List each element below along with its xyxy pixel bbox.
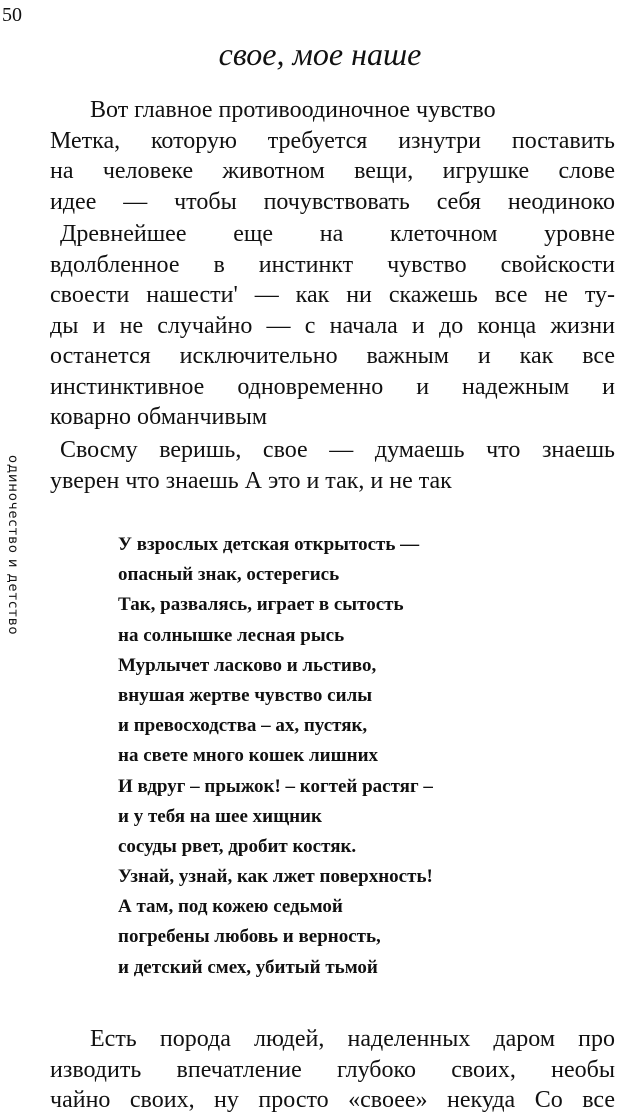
paragraph-line: уверен что знаешь А это и так, и не так xyxy=(50,467,452,494)
poem-line: и детский смех, убитый тьмой xyxy=(118,956,378,978)
paragraph-2 xyxy=(50,219,615,433)
paragraph-3 xyxy=(50,435,615,496)
poem-line: Так, развалясь, играет в сытость xyxy=(118,594,404,616)
paragraph-line: Древнейшее еще на клеточном уровне xyxy=(60,221,615,247)
poem-line: Узнай, узнай, как лжет поверхность! xyxy=(118,866,433,888)
poem xyxy=(118,530,598,983)
poem-line: на солнышке лесная рысь xyxy=(118,624,345,646)
poem-line: Мурлычет ласково и льстиво, xyxy=(118,654,377,676)
poem-line: и у тебя на шее хищник xyxy=(118,805,322,827)
poem-line: внушая жертве чувство силы xyxy=(118,684,373,706)
paragraph-line: инстинктивное одновременно и надежным и xyxy=(50,373,615,400)
paragraph-1 xyxy=(50,95,615,217)
paragraph-line: вдолбленное в инстинкт чувство свойскости xyxy=(50,251,615,278)
paragraph-line: идее — чтобы почувствовать себя неодиноко xyxy=(50,188,615,215)
poem-line: и превосходства – ах, пустяк, xyxy=(118,715,368,737)
poem-line: опасный знак, остерегись xyxy=(118,564,340,586)
poem-line: И вдруг – прыжок! – когтей растяг – xyxy=(118,775,433,797)
poem-line: А там, под кожею седьмой xyxy=(118,896,343,918)
paragraph-line: Вот главное противоодиночное чувство xyxy=(90,97,496,123)
paragraph-line: коварно обманчивым xyxy=(50,404,268,430)
paragraph-line: ды и не случайно — с начала и до конца жизни xyxy=(50,312,615,339)
paragraph-line: своести нашести' — как ни скажешь все не ту- xyxy=(50,282,615,308)
side-running-title: одиночество и детство xyxy=(5,455,20,636)
page-number: 50 xyxy=(2,4,22,26)
paragraph-line: Есть порода людей, наделенных даром про xyxy=(90,1026,615,1052)
paragraph-line: изводить впечатление глубоко своих, необы xyxy=(50,1056,615,1083)
poem-line: У взрослых детская открытость — xyxy=(118,534,420,555)
paragraph-line: Метка, которую требуется изнутри поставить xyxy=(50,127,615,154)
chapter-title: свое, мое наше xyxy=(218,36,422,72)
poem-line: погребены любовь и верность, xyxy=(118,926,381,948)
paragraph-line: чайно своих, ну просто «своее» некуда Со все xyxy=(50,1087,615,1113)
paragraph-line: Свосму веришь, свое — думаешь что знаешь xyxy=(60,437,615,463)
poem-line: сосуды рвет, дробит костяк. xyxy=(118,835,357,857)
paragraph-4 xyxy=(50,1024,615,1116)
paragraph-line: останется исключительно важным и как все xyxy=(50,343,615,369)
paragraph-line: на человеке животном вещи, игрушке слове xyxy=(50,158,615,184)
poem-line: на свете много кошек лишних xyxy=(118,745,379,767)
